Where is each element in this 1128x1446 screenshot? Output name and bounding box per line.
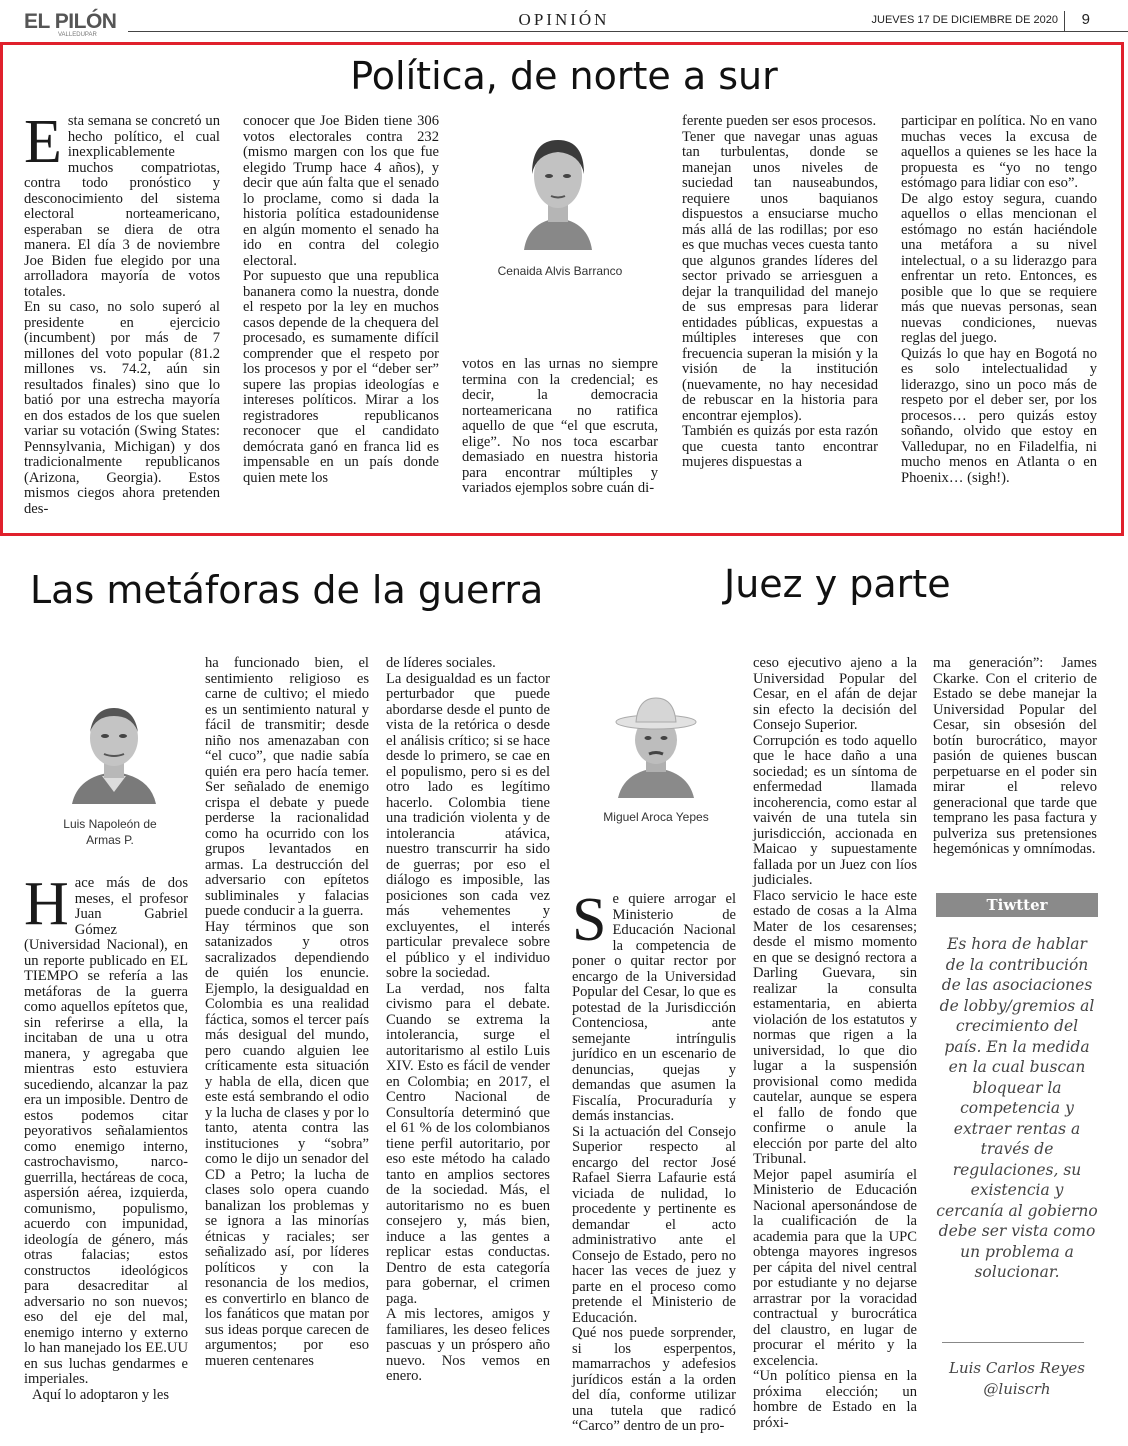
author-caption: Cenaida Alvis Barranco — [497, 264, 623, 278]
drop-cap: H — [24, 870, 69, 938]
paragraph: e quiere arrogar el Ministerio de Educación Nacional la competencia de poner o quitar rector por encargo de la Universidad Popular del Cesar, lo que es potestad de la Jurisdicción Contenciosa, ante semejante intríngulis jurídico en un escenario de denuncias, quejas y demandas que asumen la Fiscalía, Procuraduría y demás instancias. — [572, 891, 736, 1124]
paragraph: Corrupción es todo aquello que le hace daño a una sociedad; es un síntoma de enfermedad llamada incoherencia, como estar al vaivén de una tutela sin jurisdicción, accionada en Maicao y supuestamente fallada por un Juez con líos judiciales. — [753, 732, 917, 888]
paragraph: Aquí lo adoptaron y les — [32, 1386, 169, 1403]
article-column — [24, 870, 188, 1414]
drop-cap: E — [24, 108, 62, 176]
tweet-quote: Es hora de hablar de la contribución de las asociaciones de lobby/gremios al crecimiento del país. En la medida en la cual buscan bloquear la competencia y extraer rentas a través de regulaciones, su existencia y cercanía al gobierno debe ser vista como un problema a solucionar. — [936, 935, 1098, 1281]
paragraph: Hay términos que son satanizados y otros sacralizados dependiendo de quién los enuncie. Ejemplo, la desigualdad en Colombia es una realidad fáctica, somos el tercer país más desigual del mundo, pero cuando alguien lee críticamente esta situación y habla de ella, dicen que este está sembrando el odio y la lucha de clases y por lo tanto, atenta contra las instituciones y “sobra” como le dijo un senador del CD a Petro; la lucha de clases solo opera cuando banalizan los problemas y se ignora a las minorías étnicas y raciales; ser señalizado así, por líderes políticos y con la resonancia de los medios, es convertirlo en blanco de los fanáticos que matan por sus ideas porque carecen de argumentos; por eso mueren centenares — [205, 918, 369, 1369]
paragraph: Mejor papel asumiría el Ministerio de Educación Nacional apersonándose de la cualificación de la academia para que la UPC obtenga mayores ingresos per cápita del nivel central por estudiante y no dejarse arrastrar por la voracidad contractual y burocrática del claustro, en lugar de procurar el mérito y la excelencia. — [753, 1166, 917, 1369]
author-name-line: Armas P. — [86, 833, 134, 847]
paragraph: ferente pueden ser esos procesos. — [682, 113, 877, 129]
article-column — [572, 886, 736, 1434]
paragraph: Qué nos puede sorprender, si los esperpentos, mamarrachos y adefesios jurídicos están a la orden del día, conforme utilizar una tutela que radicó “Carco” dentro de un pro- — [572, 1325, 736, 1434]
article-column — [682, 114, 878, 508]
page-number-divider — [1064, 11, 1065, 31]
masthead-rule — [128, 31, 1128, 32]
paragraph: ma generación”: James Ckarke. Con el criterio de Estado se debe manejar la Universidad Popular del Cesar, sin obsesión del botín burocrático, mayor pasión de quienes buscan perpetuarse en el poder sin mirar el relevo generacional que tarde que temprano les pasa factura y pulveriza sus pretensiones hegemónicas y omnímodas. — [933, 655, 1097, 857]
paragraph: ha funcionado bien, el sentimiento religioso es carne de cultivo; el miedo es un sentimiento natural y fácil de transmitir; desde niño nos amenazaban con “el cuco”, que nadie sabía quién era pero hacía temer. Ser señalado de enemigo crispa el debate y puede perderse la racionalidad como ha ocurrido con los grupos levantados en armas. La destrucción del adversario con epítetos subliminales y falacias puede conducir a la guerra. — [205, 655, 369, 919]
article-title-metaforas: Las metáforas de la guerra — [30, 568, 544, 612]
paragraph: A mis lectores, amigos y familiares, les deseo felices pascuas y un próspero año nuevo. Nos vemos en enero. — [386, 1306, 550, 1384]
paragraph: Quizás lo que hay en Bogotá no es solo intelectualidad y liderazgo, sino un poco más de respeto por el deber ser, por los procesos… pero quizás estoy soñando, olvido que estoy en Valledupar, no en Filadelfia, ni mucho menos en Atlanta o en Phoenix… (sigh!). — [901, 345, 1097, 486]
author-name-line: Luis Napoleón de — [63, 817, 157, 831]
article-column — [24, 108, 220, 517]
tweet-author-handle: @luiscrh — [983, 1380, 1051, 1398]
article-column — [753, 655, 917, 1431]
paragraph: En su caso, no solo superó al presidente en ejercicio (incumbent) por más de 7 millones del voto popular (81.2 millones vs. 74.2, aún sin resultados finales) sino que lo batió por una estrecha mayoría en dos estados de los que suelen variar su votación (Swing States: Pennsylvania, Michigan) y dos tradicionalmente republicanos (Arizona, Georgia). Estos mismos ciegos ahora pretenden des- — [24, 299, 220, 517]
article-column — [933, 656, 1097, 876]
paragraph: “Un político piensa en la próxima elección; un hombre de Estado en la próxi- — [753, 1368, 917, 1431]
twitter-box-label: Tiwtter — [936, 893, 1098, 917]
paragraph: Por supuesto que una republica bananera como la nuestra, donde el respeto por la ley en muchos casos depende de la chequera del procesado, es sumamente difícil comprender que el respeto por los procesos y por el “deber ser” supere las propias ideologías e intereses políticos. Mirar a los registradores republicanos reconocer que el candidato demócrata ganó en franca lid es impensable en un país donde quien mete los — [243, 268, 439, 486]
author-photo — [508, 126, 608, 250]
paragraph: sta semana se concretó un hecho político, el cual inexplicablemente muchos compatriotas, contra todo pronóstico y desconocimiento del sistema electoral norteamericano, esperaban se diera de otra manera. El día 3 de noviembre Joe Biden fue elegido por una arrolladora mayoría de votos totales. — [24, 113, 220, 300]
paragraph: ceso ejecutivo ajeno a la Universidad Popular del Cesar, en el afán de dejar sin efecto la decisión del Consejo Superior. — [753, 655, 917, 733]
page-number: 9 — [1081, 11, 1090, 28]
newspaper-logo: EL PILÓN — [24, 10, 117, 33]
paragraph: conocer que Joe Biden tiene 306 votos electorales contra 232 (mismo margen con los que fue elegido Trump hace 4 años), y decir que aún falta que el senado lo proclame, como si dada la historia política estadounidense en algún momento el senado ha ido en contra del colegio electoral. — [243, 113, 439, 269]
section-name: OPINIÓN — [518, 10, 610, 29]
paragraph: de líderes sociales. — [386, 655, 496, 671]
article-column — [205, 656, 369, 1414]
paragraph: De algo estoy segura, cuando aquellos o ellas mencionan el estómago no están haciéndole una metáfora a su nivel intelectual, o a su liderazgo para enfrentar un reto. Entonces, es posible que lo que se requiere más que nuevas personas, sean nuevas condiciones, nuevas reglas del juego. — [901, 190, 1097, 346]
paragraph: participar en política. No en vano muchas veces la excusa de aquellos a quienes se les hace la propuesta es “yo no tengo estómago para lidiar con eso”. — [901, 113, 1097, 191]
author-photo — [62, 692, 166, 804]
article-column — [386, 656, 550, 1414]
article-column — [462, 357, 658, 508]
paragraph: votos en las urnas no siempre termina con la credencial; es decir, la democracia norteamericana no ratifica aquello de que “el que escruta, elige”. No nos toca escarbar demasiado en nuestra historia para encontrar múltiples y variados ejemplos sobre cuán di- — [462, 356, 658, 496]
article-title-juez-y-parte: Juez y parte — [724, 562, 951, 606]
paragraph: También es quizás por esta razón que cuesta tanto encontrar mujeres dispuestas a — [682, 423, 878, 470]
drop-cap: S — [572, 886, 607, 954]
tweet-divider — [942, 1342, 1084, 1343]
tweet-author-name: Luis Carlos Reyes — [949, 1359, 1085, 1377]
article-column — [243, 114, 439, 508]
article-title-politica: Política, de norte a sur — [350, 54, 778, 98]
paragraph: Tener que navegar unas aguas tan turbulentas, donde se manejan unos niveles de suciedad tan nauseabundos, requiere unos baquianos dispuestos a ensuciarse mucho más allá de las rodillas; por eso es que muchas veces cuesta tanto que algunos grandes líderes del sector privado se arriesguen a dejar la tranquilidad del manejo de sus empresas para liderar entidades públicas, expuestas a múltiples intereses que con frecuencia superan la misión y la visión de la institución (nuevamente, no hay necesidad de rebuscar en la historia para encontrar ejemplos). — [682, 128, 878, 424]
author-caption — [30, 816, 190, 848]
author-caption: Miguel Aroca Yepes — [603, 810, 709, 824]
newspaper-logo-subtitle: VALLEDUPAR — [58, 32, 97, 38]
paragraph: La verdad, nos falta civismo para el debate. Cuando se extrema la intolerancia, surge el autoritarismo al estilo Luis XIV. Esto es fácil de vender en Colombia; en 2017, el Centro Nacional de Consultoría determinó que el 61 % de los colombianos tiene perfil autoritario, por eso este método ha calado tanto en amplios sectores de la sociedad. Más, el autoritarismo no es buen consejero y, más bien, induce a las gentes a replicar estas conductas. Dentro de esta categoría para gobernar, el crimen paga. — [386, 980, 550, 1307]
issue-date: JUEVES 17 DE DICIEMBRE DE 2020 — [871, 14, 1058, 26]
tweet-author — [936, 1358, 1098, 1400]
author-photo — [606, 686, 706, 798]
paragraph: Si la actuación del Consejo Superior respecto al encargo del rector José Rafael Sierra Lafaurie está viciada de nulidad, lo procedente y pertinente es demandar el acto administrativo ante el Consejo de Estado, pero no hacer las veces de juez y parte en el proceso como pretende el Ministerio de Educación. — [572, 1123, 736, 1326]
paragraph: ace más de dos meses, el profesor Juan Gabriel Gómez (Universidad Nacional), en un reporte publicado en EL TIEMPO se refería a las metáforas de la guerra como aquellos epítetos que, sin referirse a ella, la incitaban de una u otra manera, y agregaba que mientras esto estuviera sucediendo, alcanzar la paz era un imposible. Dentro de estos podemos citar peyorativos señalamientos como enemigo interno, castrochavismo, narco-guerrilla, hectáreas de coca, aspersión aérea, izquierda, comunismo, populismo, acuerdo con impunidad, ideología de género, más otras falacias; estos constructos ideológicos para desacreditar al adversario no son nuevos; eso del eje del mal, enemigo interno y externo lo han manejado los EE.UU en sus luchas gendarmes e imperiales. — [24, 875, 188, 1387]
article-column — [901, 114, 1097, 508]
paragraph: Flaco servicio le hace este estado de cosas a la Alma Mater de los cesarenses; desde el mismo momento en que se designó rectora a Darling Guevara, sin realizar la consulta estamentaria, en abierta violación de los estatutos y normas que rigen a la universidad, lo que dio lugar a la suspensión provisional como medida cautelar, aunque se espera el fallo de fondo que confirme o anule la elección por parte del alto Tribunal. — [753, 887, 917, 1167]
paragraph: La desigualdad es un factor perturbador que puede abordarse desde el punto de vista de la retórica o desde el análisis crítico; si se hace desde lo primero, se cae en el populismo, pero si es del otro lado es legítimo hacerlo. Colombia tiene una tradición violenta y de intolerancia atávica, nuestro transcurrir ha sido de guerras; por eso el diálogo es imposible, las posiciones son cada vez más vehementes y excluyentes, el interés particular prevalece sobre el público y el individuo sobre la sociedad. — [386, 670, 550, 981]
